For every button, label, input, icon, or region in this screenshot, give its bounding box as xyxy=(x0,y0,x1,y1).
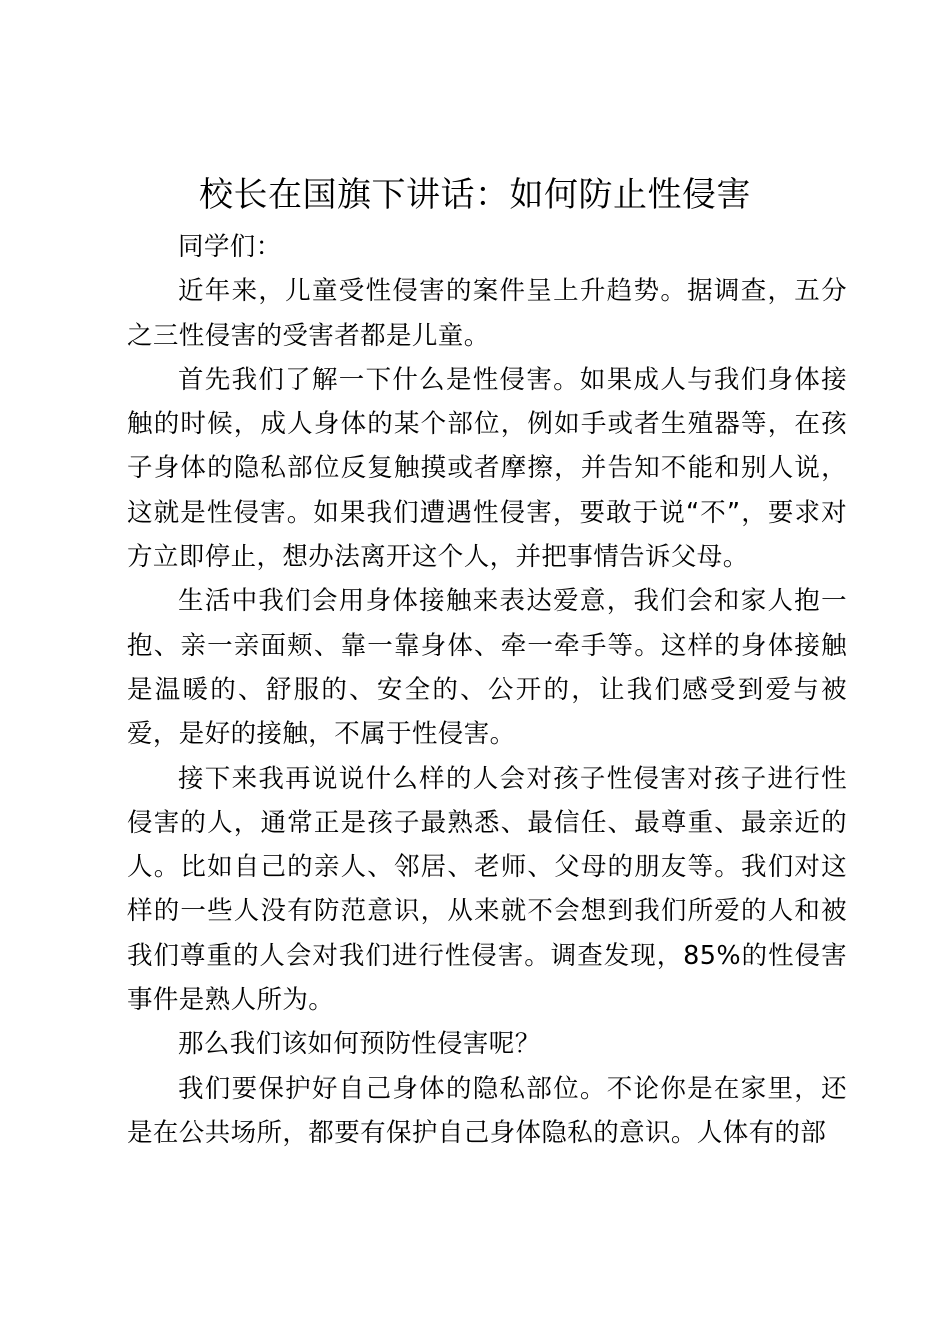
paragraph: 首先我们了解一下什么是性侵害。如果成人与我们身体接触的时候，成人身体的某个部位，例如手或者生殖器等，在孩子身体的隐私部位反复触摸或者摩擦，并告知不能和别人说，这就是性侵害。如果我们遭遇性侵害，要敢于说“不”，要求对方立即停止，想办法离开这个人，并把事情告诉父母。 xyxy=(127,364,847,573)
document-body xyxy=(127,225,847,1155)
paragraph: 近年来，儿童受性侵害的案件呈上升趋势。据调查，五分之三性侵害的受害者都是儿童。 xyxy=(127,276,847,351)
paragraph-greeting: 同学们： xyxy=(178,232,282,262)
paragraph: 我们要保护好自己身体的隐私部位。不论你是在家里，还是在公共场所，都要有保护自己身体隐私的意识。人体有的部 xyxy=(127,1073,847,1148)
paragraph: 那么我们该如何预防性侵害呢？ xyxy=(178,1029,541,1060)
paragraph: 生活中我们会用身体接触来表达爱意，我们会和家人抱一抱、亲一亲面颊、靠一靠身体、牵一牵手等。这样的身体接触是温暖的、舒服的、安全的、公开的，让我们感受到爱与被爱，是好的接触，不属于性侵害。 xyxy=(127,586,847,750)
paragraph: 接下来我再说说什么样的人会对孩子性侵害对孩子进行性侵害的人，通常正是孩子最熟悉、最信任、最尊重、最亲近的人。比如自己的亲人、邻居、老师、父母的朋友等。我们对这样的一些人没有防范意识，从来就不会想到我们所爱的人和被我们尊重的人会对我们进行性侵害。调查发现，85%的性侵害事件是熟人所为。 xyxy=(127,763,847,1016)
document-title: 校长在国旗下讲话：如何防止性侵害 xyxy=(199,175,751,215)
